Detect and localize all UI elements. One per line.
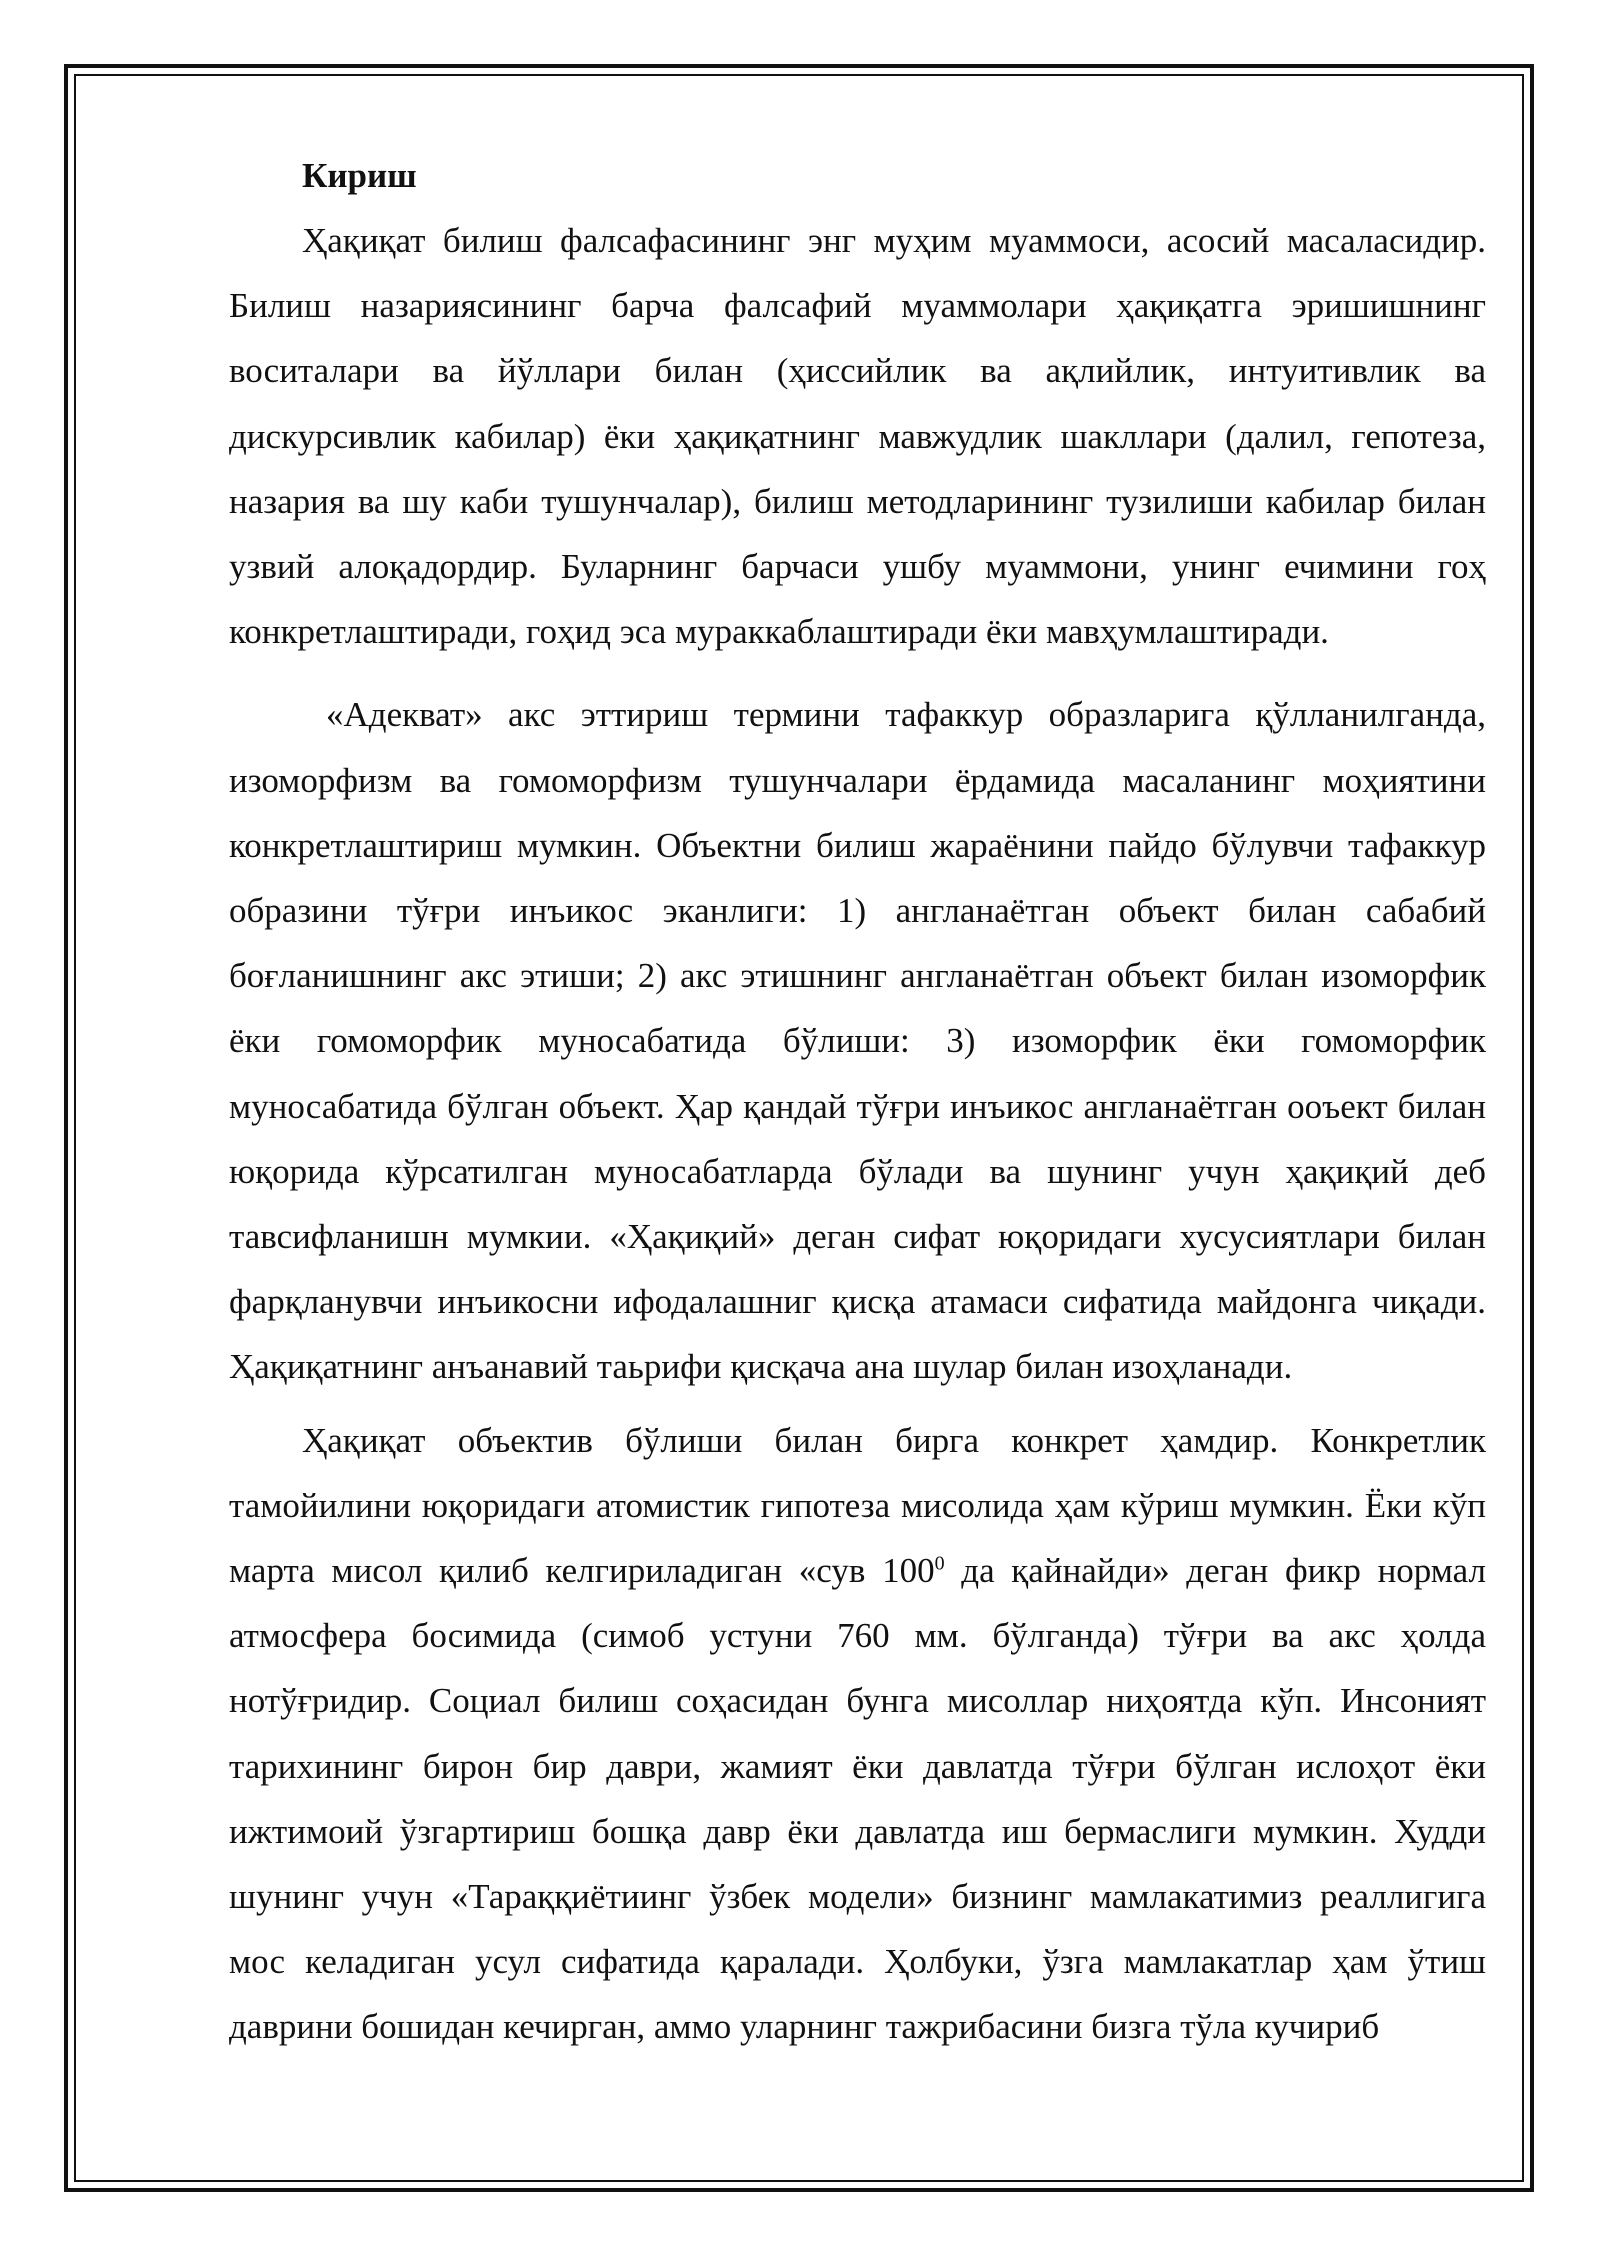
paragraph-3-text-b: да қайнайди» деган фикр нормал атмосфера босимида (симоб устуни 760 мм. бўлганда) тўғри ва акс ҳолда нотўғридир. Социал билиш соҳасидан бунга мисоллар ниҳоятда кўп. Инсоният тарихининг бирон бир даври, жамият ёки давлатда тўғри бўлган ислоҳот ёки ижтимоий ўзгартириш бошқа давр ёки давлатда иш бермаслиги мумкин. Худди шунинг учун «Тараққиётиинг ўзбек модели» бизнинг мамлакатимиз реаллигига мос келадиган усул сифатида қаралади. Ҳолбуки, ўзга мамлакатлар ҳам ўтиш даврини бошидан кечирган, аммо уларнинг тажрибасини бизга тўла кучириб	[229, 1551, 1486, 2047]
paragraph-3-text-a: Ҳақиқат объектив бўлиши билан бирга конкрет ҳамдир. Конкретлик тамойилини юқоридаги атомистик гипотеза мисолида ҳам кўриш мумкин. Ёки кўп марта мисол қилиб келгириладиган «сув 100	[229, 1420, 1486, 1591]
document-body	[229, 150, 1486, 2060]
paragraph-2: «Адекват» акс эттириш термини тафаккур образларига қўлланилганда, изоморфизм ва гомоморфизм тушунчалари ёрдамида масаланинг моҳиятини конкретлаштириш мумкин. Объектни билиш жараёнини пайдо бўлувчи тафаккур образини тўғри инъикос эканлиги: 1) англанаётган объект билан сабабий боғланишнинг акс этиши; 2) акс этишнинг англанаётган объект билан изоморфик ёки гомоморфик муносабатида бўлиши: 3) изоморфик ёки гомоморфик муносабатида бўлган объект. Ҳар қандай тўғри инъикос англанаётган ооъект билан юқорида кўрсатилган муносабатларда бўлади ва шунинг учун ҳақиқий деб тавсифланишн мумкии. «Ҳақиқий» деган сифат юқоридаги хусусиятлари билан фарқланувчи инъикосни ифодалашниг қисқа атамаси сифатида майдонга чиқади. Ҳақиқатнинг анъанавий таьрифи қисқача ана шулар билан изоҳланади.	[229, 695, 1486, 1387]
degree-superscript: 0	[934, 1552, 945, 1575]
paragraph-3	[229, 1408, 1486, 2060]
section-heading: Кириш	[302, 156, 417, 195]
paragraph-1: Ҳақиқат билиш фалсафасининг энг муҳим муаммоси, асосий масаласидир. Билиш назариясининг барча фалсафий муаммолари ҳақиқатга эришишнинг воситалари ва йўллари билан (ҳиссийлик ва ақлийлик, интуитивлик ва дискурсивлик кабилар) ёки ҳақиқатнинг мавжудлик шакллари (далил, гепотеза, назария ва шу каби тушунчалар), билиш методларининг тузилиши кабилар билан узвий алоқадордир. Буларнинг барчаси ушбу муаммони, унинг ечимини гоҳ конкретлаштиради, гоҳид эса мураккаблаштиради ёки мавҳумлаштиради.	[229, 221, 1486, 652]
